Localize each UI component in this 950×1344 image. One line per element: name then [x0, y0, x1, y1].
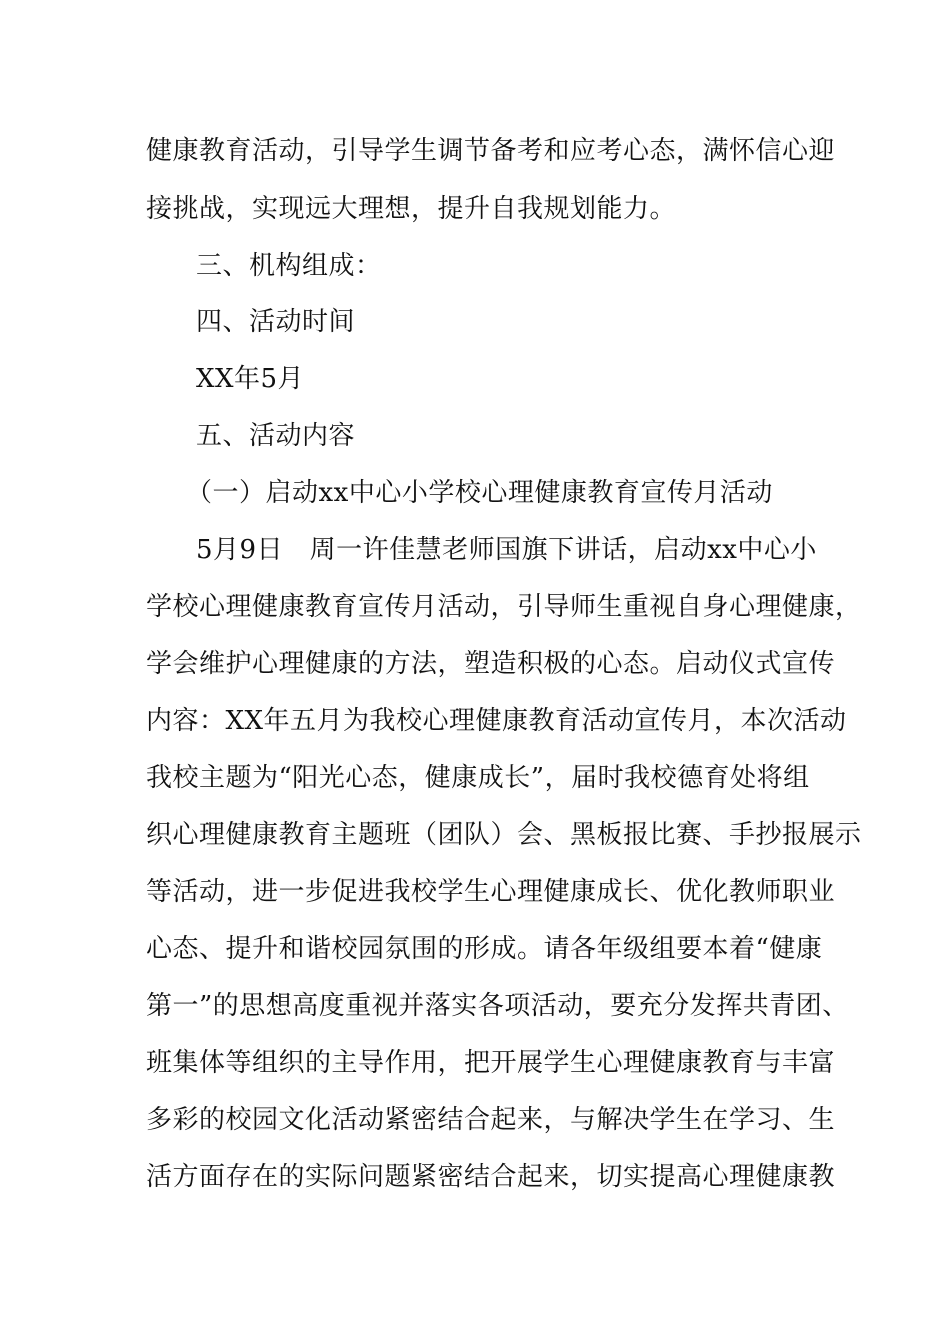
text-line: XX年5月	[196, 364, 305, 394]
text-line: 等活动，进一步促进我校学生心理健康成长、优化教师职业	[146, 877, 836, 907]
text-line: 我校主题为“阳光心态，健康成长”，届时我校德育处将组	[146, 763, 810, 793]
text-line: 织心理健康教育主题班（团队）会、黑板报比赛、手抄报展示	[146, 820, 862, 850]
text-line: 接挑战，实现远大理想，提升自我规划能力。	[146, 194, 677, 224]
text-line: 学校心理健康教育宣传月活动，引导师生重视自身心理健康，	[146, 592, 862, 622]
text-line: 学会维护心理健康的方法，塑造积极的心态。启动仪式宣传	[146, 649, 836, 679]
text-line: 健康教育活动，引导学生调节备考和应考心态，满怀信心迎	[146, 136, 836, 166]
section-heading: 五、活动内容	[196, 421, 356, 451]
text-line: 内容：XX年五月为我校心理健康教育活动宣传月，本次活动	[146, 706, 847, 736]
text-line: 5月9日 周一许佳慧老师国旗下讲话，启动xx中心小	[196, 535, 817, 565]
section-heading: 三、机构组成：	[196, 251, 382, 281]
text-line: 第一”的思想高度重视并落实各项活动，要充分发挥共青团、	[146, 991, 849, 1021]
text-line: 心态、提升和谐校园氛围的形成。请各年级组要本着“健康	[146, 934, 823, 964]
text-line: 活方面存在的实际问题紧密结合起来，切实提高心理健康教	[146, 1162, 836, 1192]
text-line: 班集体等组织的主导作用，把开展学生心理健康教育与丰富	[146, 1048, 836, 1078]
section-heading: 四、活动时间	[196, 307, 356, 337]
subsection-heading: （一）启动xx中心小学校心理健康教育宣传月活动	[186, 478, 773, 508]
text-line: 多彩的校园文化活动紧密结合起来，与解决学生在学习、生	[146, 1105, 836, 1135]
